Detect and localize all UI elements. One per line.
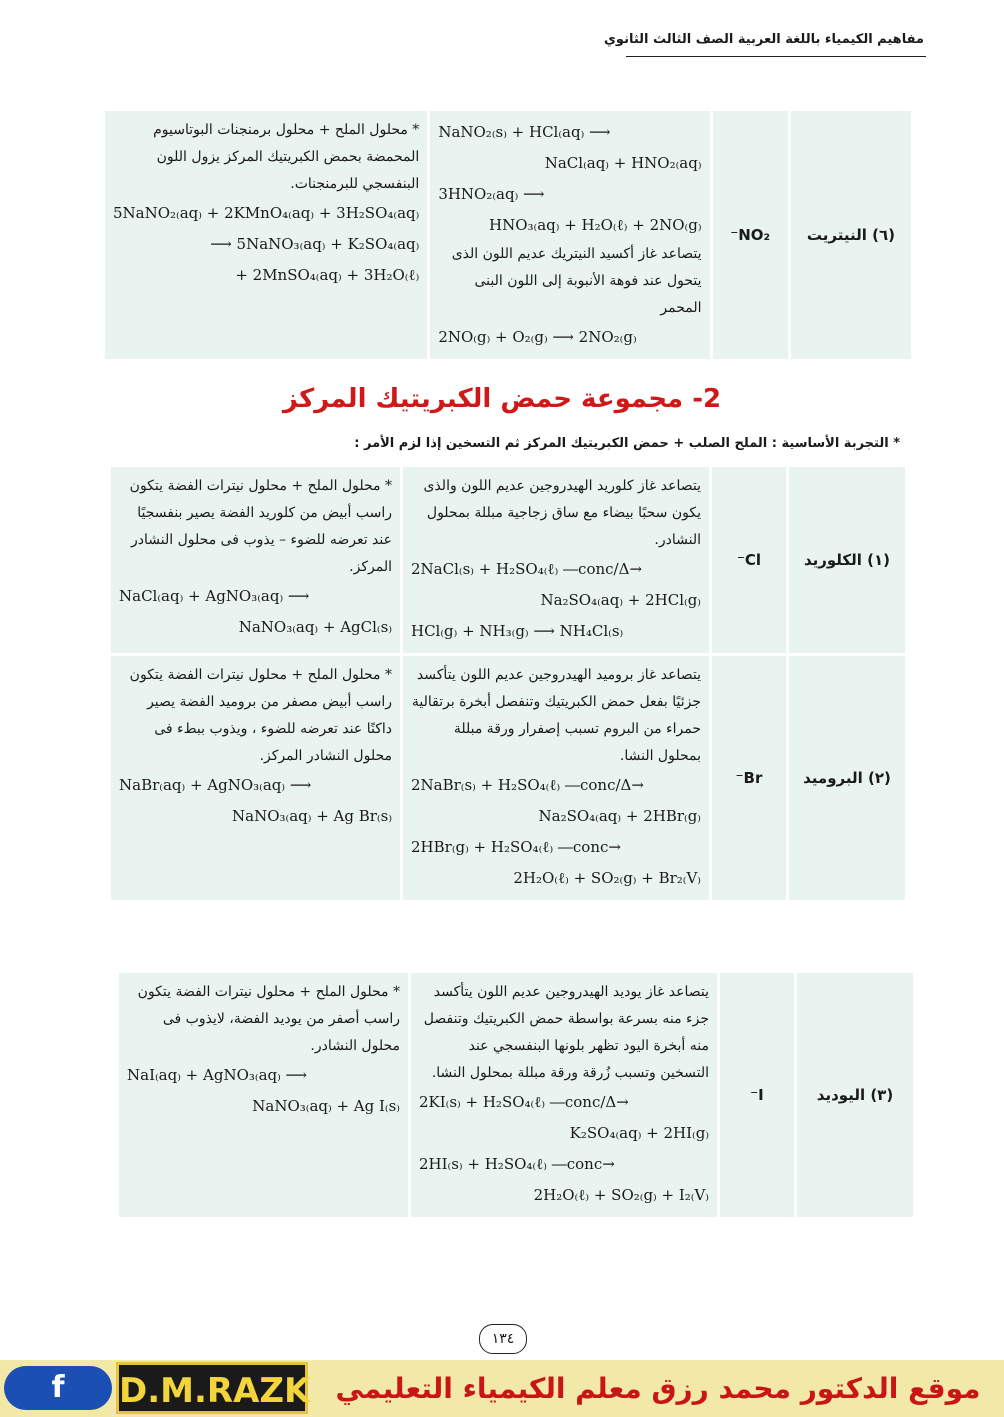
site-logo: D.M.RAZK bbox=[116, 1362, 308, 1414]
observation-text: يتصاعد غاز أكسيد النيتريك عديم اللون الذى يتحول عند فوهة الأنبوبة إلى اللون البنى المحمر bbox=[451, 246, 702, 316]
anion-name: (٦) النيتريت bbox=[791, 111, 911, 359]
basic-test-cell bbox=[403, 656, 709, 900]
anion-name: (١) الكلوريد bbox=[789, 467, 905, 653]
equation: Na₂SO₄₍aq₎ + 2HCl₍g₎ bbox=[540, 591, 701, 609]
anion-symbol: Br⁻ bbox=[712, 656, 786, 900]
equation: K₂SO₄₍aq₎ + 2HI₍g₎ bbox=[569, 1124, 709, 1142]
confirmatory-test-cell bbox=[105, 111, 427, 359]
observation-text: يتصاعد غاز كلوريد الهيدروجين عديم اللون والذى يكون سحبًا بيضاء مع ساق زجاجية مبللة بمحلول النشادر. bbox=[423, 478, 701, 548]
anion-symbol: I⁻ bbox=[720, 973, 794, 1217]
basic-test-cell bbox=[411, 973, 717, 1217]
anion-symbol: NO₂⁻ bbox=[713, 111, 788, 359]
equation: ⟶ 5NaNO₃₍aq₎ + K₂SO₄₍aq₎ bbox=[210, 235, 420, 253]
table-row bbox=[105, 111, 911, 359]
equation: NaBr₍aq₎ + AgNO₃₍aq₎ ⟶ bbox=[119, 776, 312, 794]
table-row bbox=[111, 467, 905, 653]
facebook-icon[interactable]: f bbox=[4, 1366, 112, 1410]
anion-symbol: Cl⁻ bbox=[712, 467, 786, 653]
equation: 2HBr₍g₎ + H₂SO₄₍ℓ₎ ―conc→ bbox=[411, 838, 621, 856]
equation: 2HI₍s₎ + H₂SO₄₍ℓ₎ ―conc→ bbox=[419, 1155, 615, 1173]
confirmatory-text: * محلول الملح + محلول نيترات الفضة يتكون راسب أبيض مصفر من بروميد الفضة يصير داكنًا عند تعرضه للضوء ، ويذوب ببطء فى محلول النشادر المركز. bbox=[129, 667, 392, 764]
equation: 2H₂O₍ℓ₎ + SO₂₍g₎ + I₂₍V₎ bbox=[533, 1186, 709, 1204]
equation: 5NaNO₂₍aq₎ + 2KMnO₄₍aq₎ + 3H₂SO₄₍aq₎ bbox=[113, 204, 420, 222]
page-number: ١٣٤ bbox=[479, 1324, 527, 1354]
anion-name: (٢) البروميد bbox=[789, 656, 905, 900]
equation: NaNO₃₍aq₎ + Ag I₍s₎ bbox=[252, 1097, 400, 1115]
equation: NaCl₍aq₎ + AgNO₃₍aq₎ ⟶ bbox=[119, 587, 310, 605]
equation: 3HNO₂₍aq₎ ⟶ bbox=[438, 185, 545, 203]
equation: 2H₂O₍ℓ₎ + SO₂₍g₎ + Br₂₍V₎ bbox=[513, 869, 701, 887]
equation: HNO₃₍aq₎ + H₂O₍ℓ₎ + 2NO₍g₎ bbox=[489, 216, 702, 234]
sulfuric-acid-group-table bbox=[108, 464, 908, 903]
header-rule bbox=[626, 56, 926, 57]
equation: NaCl₍aq₎ + HNO₂₍aq₎ bbox=[544, 154, 702, 172]
equation: NaNO₂₍s₎ + HCl₍aq₎ ⟶ bbox=[438, 123, 611, 141]
equation: NaNO₃₍aq₎ + AgCl₍s₎ bbox=[238, 618, 392, 636]
equation: Na₂SO₄₍aq₎ + 2HBr₍g₎ bbox=[538, 807, 701, 825]
section-title: 2- مجموعة حمض الكبريتيك المركز bbox=[282, 384, 722, 414]
anion-name: (٣) اليوديد bbox=[797, 973, 913, 1217]
observation-text: يتصاعد غاز بروميد الهيدروجين عديم اللون يتأكسد جزئيًا بفعل حمض الكبريتيك وتنفصل أبخرة برتقالية حمراء من البروم تسبب إصفرار ورقة مبللة بمحلول النشا. bbox=[411, 667, 701, 764]
nitrite-table bbox=[102, 108, 914, 362]
basic-test-cell bbox=[430, 111, 709, 359]
site-title: موقع الدكتور محمد رزق معلم الكيمياء التعليمي bbox=[335, 1372, 981, 1405]
basic-test-cell bbox=[403, 467, 709, 653]
iodide-table bbox=[116, 970, 916, 1220]
observation-text: يتصاعد غاز يوديد الهيدروجين عديم اللون يتأكسد جزء منه بسرعة بواسطة حمض الكبريتيك وتنفصل منه أبخرة اليود تظهر بلونها البنفسجي عند التسخين وتسبب زُرقة ورقة مبللة بمحلول النشا. bbox=[423, 984, 709, 1081]
confirmatory-text: * محلول الملح + محلول نيترات الفضة يتكون راسب أبيض من كلوريد الفضة يصير بنفسجيًا عند تعرضه للضوء – يذوب فى محلول النشادر المركز. bbox=[129, 478, 392, 575]
equation: NaNO₃₍aq₎ + Ag Br₍s₎ bbox=[232, 807, 392, 825]
basic-experiment-note: * التجربة الأساسية : الملح الصلب + حمض الكبريتيك المركز ثم التسخين إذا لزم الأمر : bbox=[354, 436, 900, 451]
equation: + 2MnSO₄₍aq₎ + 3H₂O₍ℓ₎ bbox=[235, 266, 420, 284]
equation: 2KI₍s₎ + H₂SO₄₍ℓ₎ ―conc/Δ→ bbox=[419, 1093, 629, 1111]
page-header: مفاهيم الكيمياء باللغة العربية الصف الثالث الثانوي bbox=[604, 32, 924, 47]
confirmatory-test-cell bbox=[119, 973, 408, 1217]
equation: 2NaBr₍s₎ + H₂SO₄₍ℓ₎ ―conc/Δ→ bbox=[411, 776, 644, 794]
equation: HCl₍g₎ + NH₃₍g₎ ⟶ NH₄Cl₍s₎ bbox=[411, 622, 624, 640]
confirmatory-test-cell bbox=[111, 656, 400, 900]
confirmatory-text: * محلول الملح + محلول نيترات الفضة يتكون راسب أصفر من يوديد الفضة، لايذوب فى محلول النشادر. bbox=[137, 984, 400, 1054]
confirmatory-test-cell bbox=[111, 467, 400, 653]
equation: 2NO₍g₎ + O₂₍g₎ ⟶ 2NO₂₍g₎ bbox=[438, 328, 637, 346]
equation: 2NaCl₍s₎ + H₂SO₄₍ℓ₎ ―conc/Δ→ bbox=[411, 560, 643, 578]
table-row bbox=[111, 656, 905, 900]
table-row bbox=[119, 973, 913, 1217]
confirmatory-text: * محلول الملح + محلول برمنجنات البوتاسيوم المحمضة بحمض الكبريتيك المركز يزول اللون البنفسجي للبرمنجنات. bbox=[153, 122, 420, 192]
equation: NaI₍aq₎ + AgNO₃₍aq₎ ⟶ bbox=[127, 1066, 308, 1084]
